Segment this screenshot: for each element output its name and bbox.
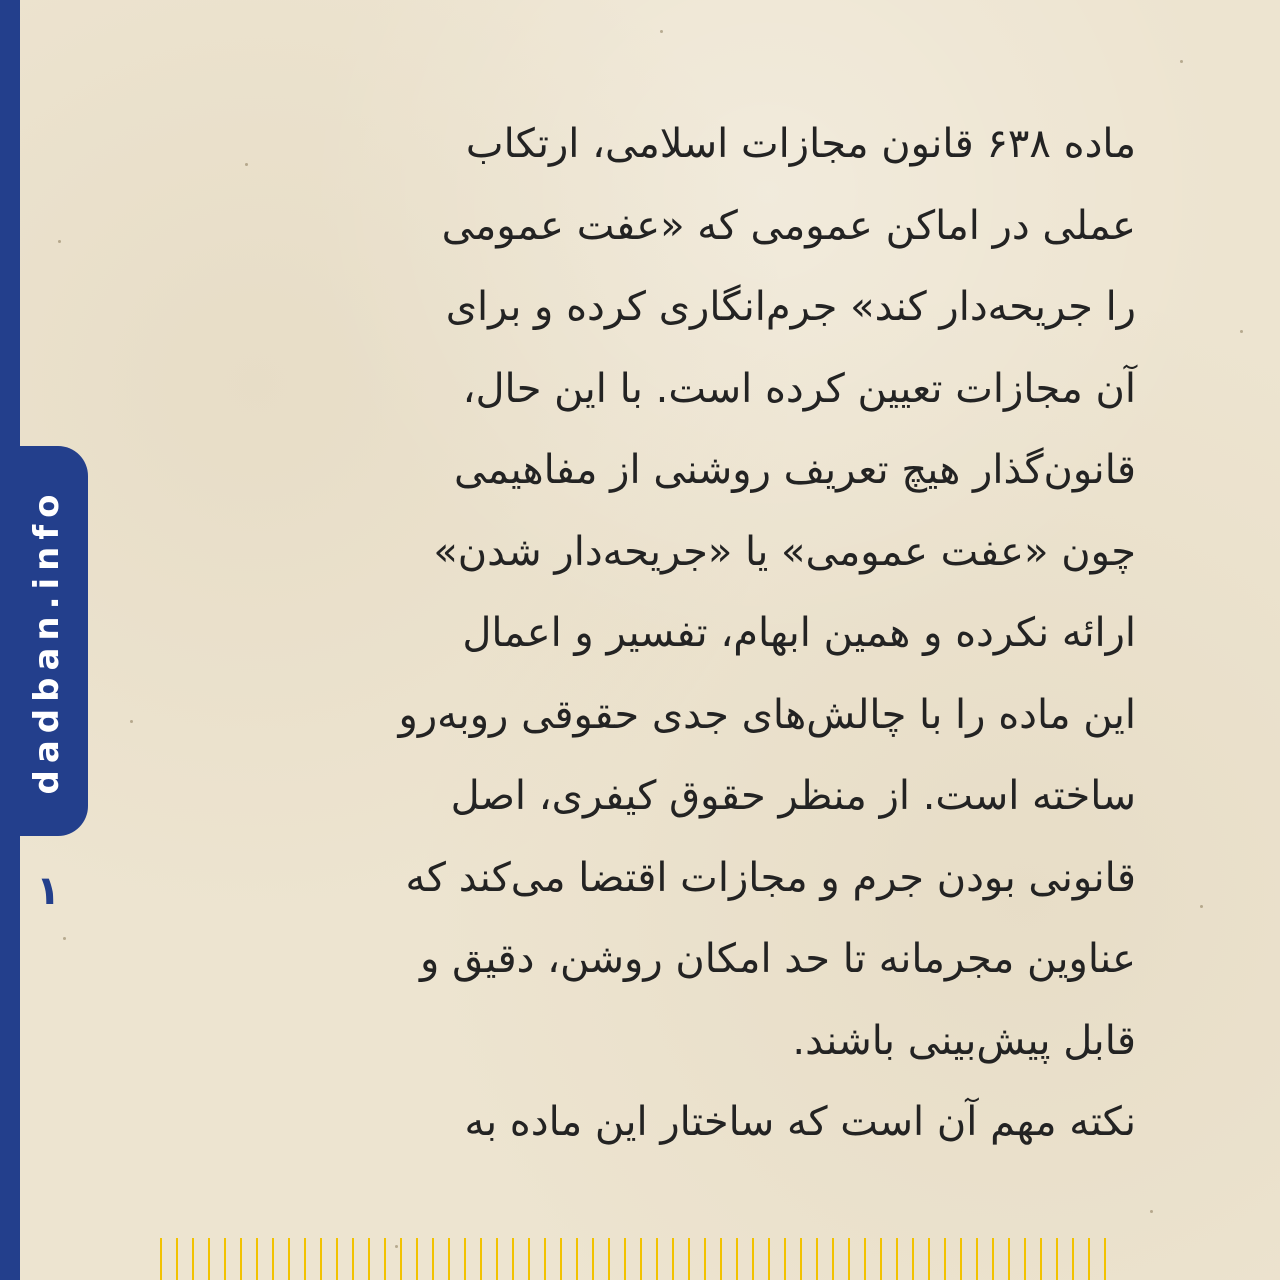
article-line: ماده ۶۳۸ قانون مجازات اسلامی، ارتکاب xyxy=(465,121,1136,167)
article-line: عناوین مجرمانه تا حد امکان روشن، دقیق و xyxy=(420,936,1136,982)
paper-speck xyxy=(1150,1210,1153,1213)
article-line: قانون‌گذار هیچ تعریف روشنی از مفاهیمی xyxy=(453,447,1136,493)
article-line: ارائه نکرده و همین ابهام، تفسیر و اعمال xyxy=(462,610,1136,656)
paper-speck xyxy=(130,720,133,723)
decorative-tick-row xyxy=(160,1238,1120,1280)
article-line: این ماده را با چالش‌های جدی حقوقی روبه‌رو xyxy=(398,691,1136,738)
page-number: ۱ xyxy=(36,868,61,914)
site-label: dadban.info xyxy=(27,487,67,795)
article-line: نکته مهم آن است که ساختار این ماده به xyxy=(464,1099,1136,1145)
article-line: چون «عفت عمومی» یا «جریحه‌دار شدن» xyxy=(433,528,1136,575)
paper-speck xyxy=(1180,60,1183,63)
paper-speck xyxy=(63,937,66,940)
article-line: عملی در اماکن عمومی که «عفت عمومی xyxy=(441,202,1136,249)
paper-speck xyxy=(1200,905,1203,908)
paper-speck xyxy=(660,30,663,33)
article-line: قانونی بودن جرم و مجازات اقتضا می‌کند که xyxy=(405,854,1136,901)
article-line: ساخته است. از منظر حقوق کیفری، اصل xyxy=(450,773,1136,819)
article-line: را جریحه‌دار کند» جرم‌انگاری کرده و برای xyxy=(445,284,1136,330)
article-line: آن مجازات تعیین کرده است. با این حال، xyxy=(462,365,1136,412)
paper-speck xyxy=(58,240,61,243)
article-line: قابل پیش‌بینی باشند. xyxy=(792,1017,1136,1064)
paper-speck xyxy=(1240,330,1243,333)
article-body xyxy=(176,104,1136,1164)
